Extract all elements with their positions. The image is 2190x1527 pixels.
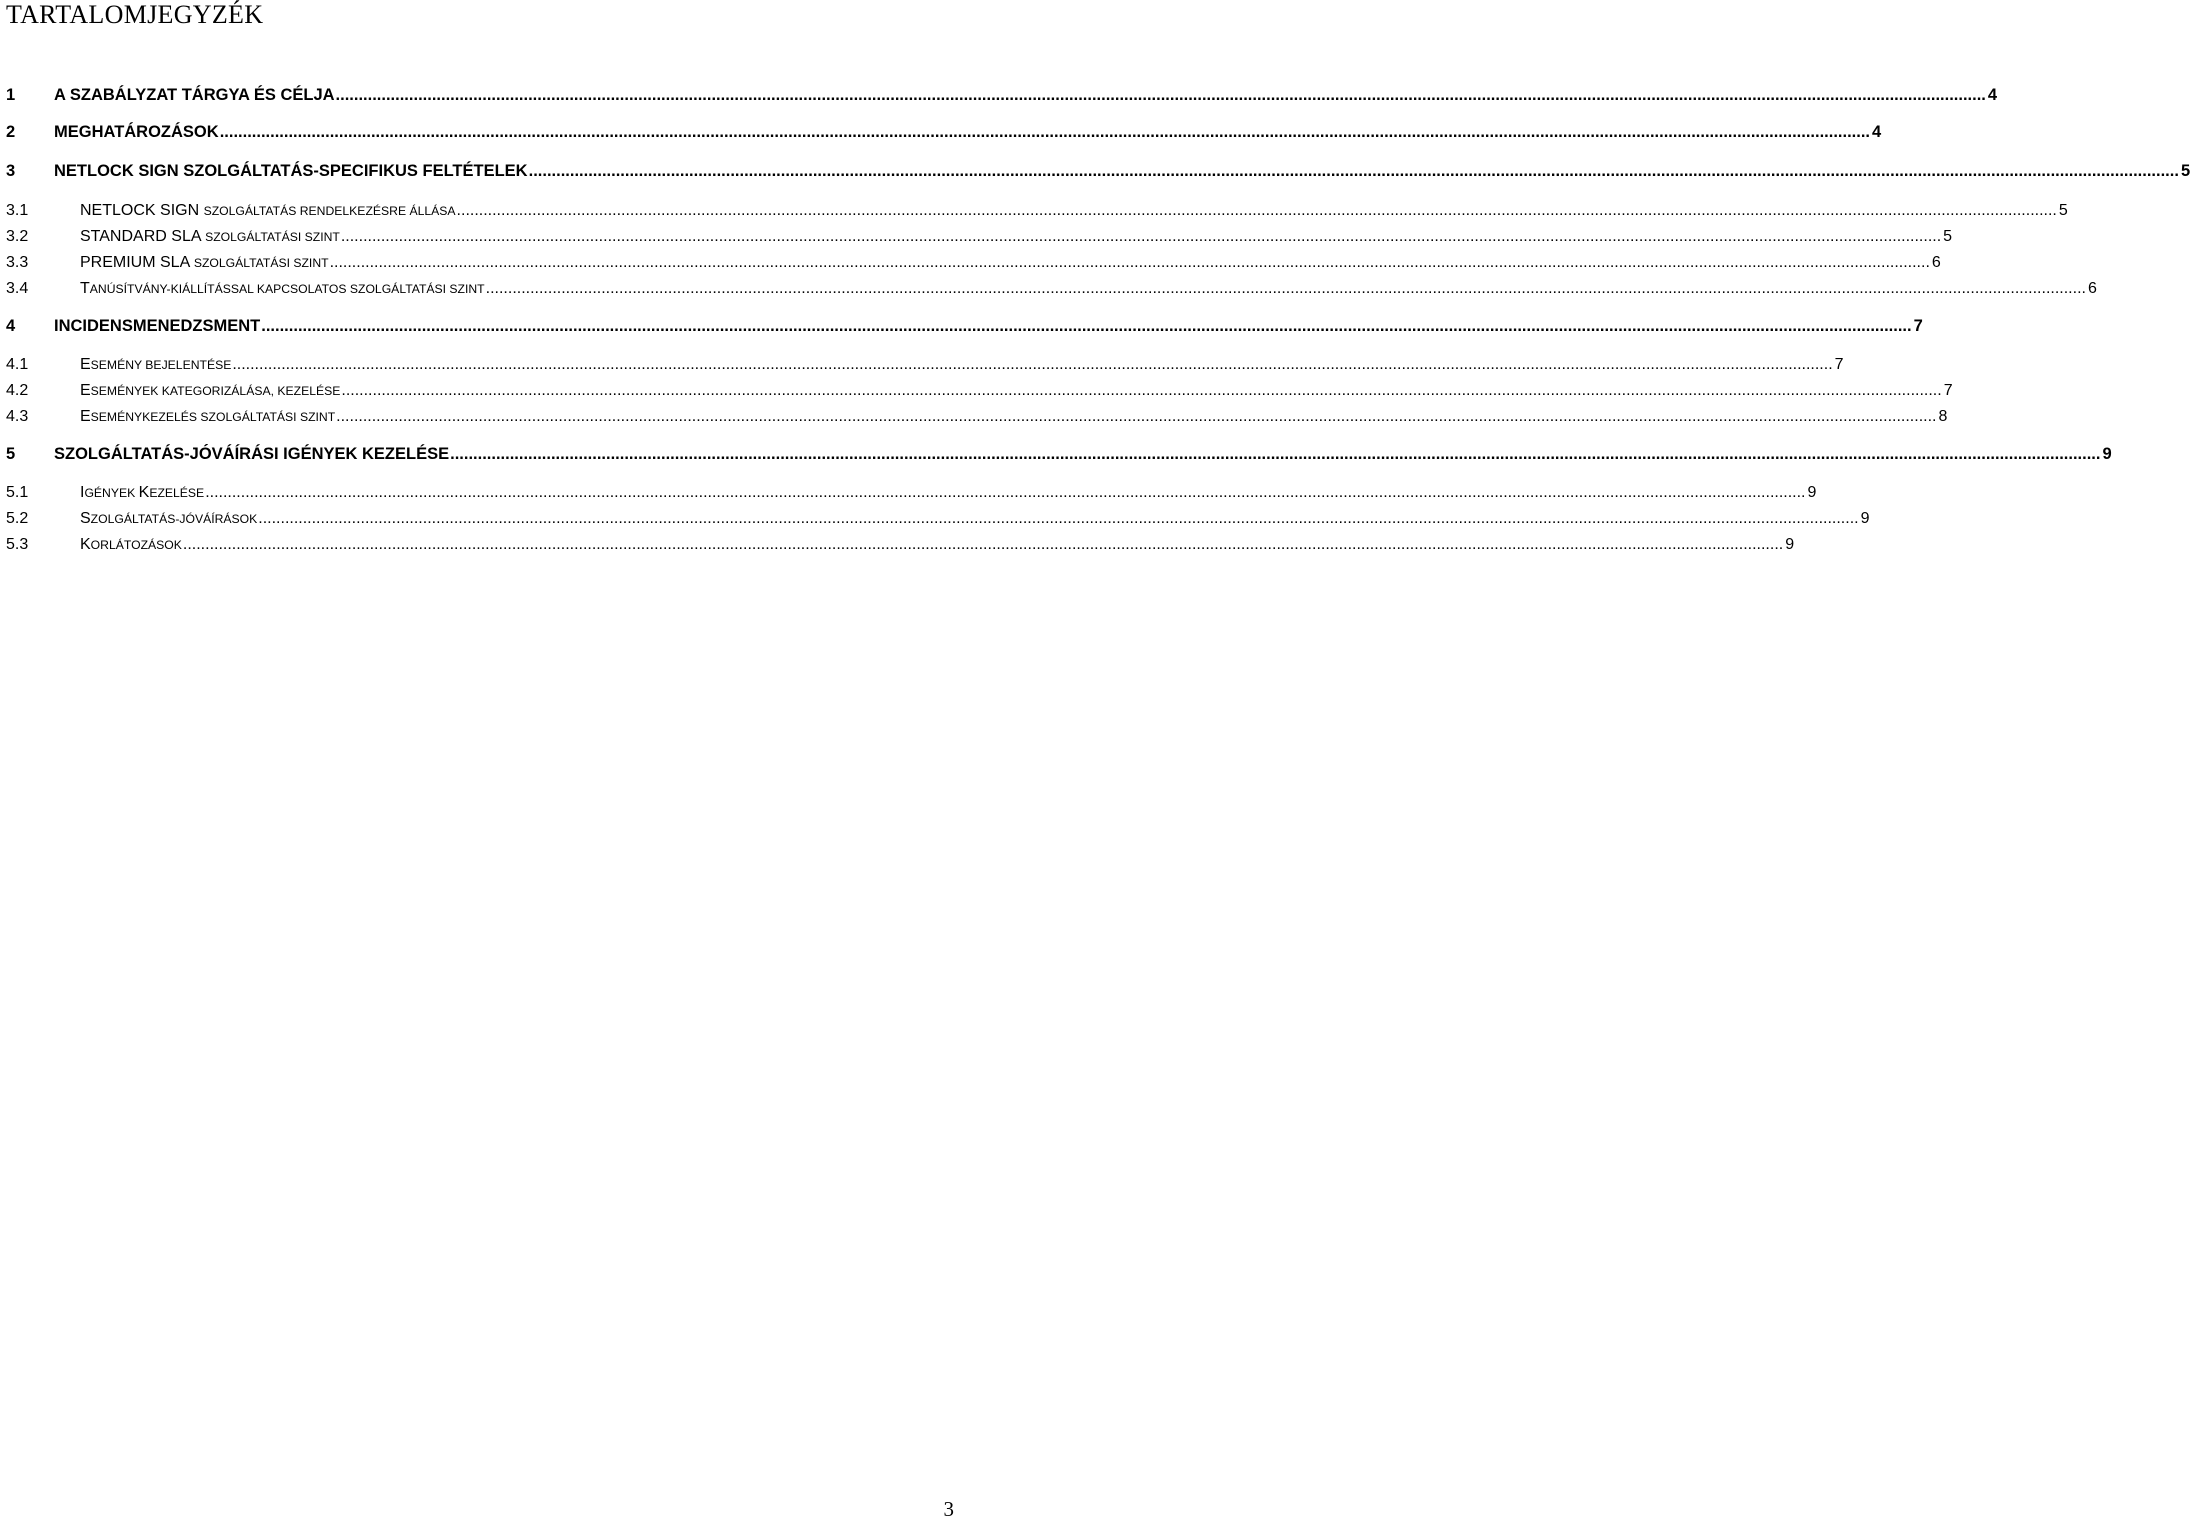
toc-entry-page: 9: [2102, 445, 2112, 463]
toc-entry-title: SZOLGÁLTATÁS-JÓVÁÍRÁSI IGÉNYEK KEZELÉSE: [54, 445, 450, 463]
toc-entry-page: 5: [1943, 228, 1953, 245]
toc-entry-title: A SZABÁLYZAT TÁRGYA ÉS CÉLJA: [54, 86, 335, 104]
toc-entry-number: 3: [6, 162, 16, 180]
toc-entry-number: 3.3: [6, 254, 29, 271]
toc-entry-page: 4: [1987, 86, 1998, 104]
toc-entry-title: [80, 280, 485, 298]
toc-entry-title-part: SZOLGÁLTATÁSI SZINT: [193, 256, 329, 270]
toc-leader-dots: [258, 510, 1858, 528]
toc-entry-title: [80, 408, 335, 426]
toc-entry-4-3[interactable]: [6, 408, 1948, 426]
toc-entry-3-3[interactable]: [6, 254, 1941, 272]
toc-leader-dots: [330, 254, 1930, 272]
page-number: 3: [943, 1497, 954, 1521]
toc-entry-title-part: K: [138, 484, 150, 501]
toc-title: TARTALOMJEGYZÉK: [6, 0, 264, 29]
toc-entry-title: [80, 536, 182, 554]
toc-entry-title-part: E: [80, 408, 91, 425]
toc-entry-5-2[interactable]: [6, 510, 1870, 528]
toc-entry-page: 6: [1931, 254, 1941, 271]
toc-entry-number: 2: [6, 123, 16, 141]
toc-leader-dots: [336, 408, 1936, 426]
toc-entry-title-part: SEMÉNYEK KATEGORIZÁLÁSA, KEZELÉSE: [90, 384, 341, 398]
toc-leader-dots: [261, 317, 1911, 336]
toc-entry-page: 9: [1860, 510, 1870, 527]
toc-leader-dots: [341, 382, 1941, 400]
toc-entry-number: 5.3: [6, 536, 29, 553]
toc-entry-title-part: SEMÉNY BEJELENTÉSE: [90, 358, 232, 372]
toc-entry-title-part: SZOLGÁLTATÁS RENDELKEZÉSRE ÁLLÁSA: [203, 204, 456, 218]
toc-entry-title-part: SEMÉNYKEZELÉS SZOLGÁLTATÁSI SZINT: [90, 410, 336, 424]
toc-entry-number: 3.1: [6, 202, 29, 219]
toc-entry-4-1[interactable]: [6, 356, 1844, 374]
toc-entry-title: INCIDENSMENEDZSMENT: [54, 317, 261, 335]
toc-entry-title-part: T: [80, 280, 90, 297]
toc-entry-title-part: I: [80, 484, 85, 501]
toc-leader-dots: [529, 162, 2179, 181]
toc-entry-title-part: E: [80, 382, 91, 399]
toc-entry-title-part: SZOLGÁLTATÁSI SZINT: [205, 230, 340, 244]
toc-entry-title: NETLOCK SIGN SZOLGÁLTATÁS-SPECIFIKUS FELTÉTELEK: [54, 162, 528, 180]
toc-leader-dots: [336, 86, 1986, 105]
toc-entry-3-1[interactable]: [6, 202, 2068, 220]
toc-entry-title: [80, 202, 456, 220]
toc-entry-title-part: E: [80, 356, 91, 373]
toc-entry-5[interactable]: [6, 445, 2112, 464]
toc-entry-number: 1: [6, 86, 16, 104]
toc-entry-title-part: STANDARD SLA: [80, 228, 206, 245]
toc-entry-3-2[interactable]: [6, 228, 1953, 246]
toc-entry-number: 4: [6, 317, 16, 335]
toc-entry-1[interactable]: [6, 86, 1998, 105]
toc-entry-title-part: ZOLGÁLTATÁS-JÓVÁÍRÁSOK: [90, 512, 258, 526]
toc-entry-number: 3.4: [6, 280, 29, 297]
toc-entry-title: [80, 254, 329, 272]
toc-entry-title: MEGHATÁROZÁSOK: [54, 123, 219, 141]
toc-entry-4[interactable]: [6, 317, 1923, 336]
toc-entry-number: 4.2: [6, 382, 29, 399]
toc-entry-title-part: ORLÁTOZÁSOK: [90, 538, 182, 552]
toc-leader-dots: [341, 228, 1941, 246]
toc-entry-number: 5.1: [6, 484, 29, 501]
toc-entry-page: 7: [1943, 382, 1953, 399]
toc-entry-title-part: S: [80, 510, 91, 527]
toc-entry-title: [80, 484, 204, 502]
toc-leader-dots: [232, 356, 1832, 374]
toc-leader-dots: [457, 202, 2057, 220]
toc-entry-title-part: K: [80, 536, 91, 553]
toc-entry-title: [80, 382, 340, 400]
toc-leader-dots: [220, 123, 1870, 142]
toc-entry-4-2[interactable]: [6, 382, 1953, 400]
toc-entry-page: 7: [1834, 356, 1844, 373]
toc-entry-title: [80, 228, 340, 246]
toc-entry-title: [80, 356, 231, 374]
toc-entry-number: 4.3: [6, 408, 29, 425]
toc-entry-number: 5: [6, 445, 16, 463]
toc-entry-number: 3.2: [6, 228, 29, 245]
toc-entry-page: 7: [1913, 317, 1923, 335]
toc-leader-dots: [450, 445, 2100, 464]
toc-entry-page: 5: [2058, 202, 2068, 219]
toc-entry-number: 4.1: [6, 356, 29, 373]
toc-entry-page: 6: [2087, 280, 2097, 297]
toc-entry-title-part: ANÚSÍTVÁNY-KIÁLLÍTÁSSAL KAPCSOLATOS SZOLGÁLTATÁSI SZINT: [89, 282, 485, 296]
toc-entry-title-part: GÉNYEK: [84, 486, 139, 500]
toc-entry-2[interactable]: [6, 123, 1882, 142]
toc-leader-dots: [486, 280, 2086, 298]
toc-entry-3-4[interactable]: [6, 280, 2097, 298]
toc-entry-title-part: NETLOCK SIGN: [80, 202, 204, 219]
toc-entry-page: 4: [1872, 123, 1882, 141]
toc-entry-5-3[interactable]: [6, 536, 1795, 554]
toc-leader-dots: [205, 484, 1805, 502]
toc-entry-title-part: EZELÉSE: [149, 486, 205, 500]
toc-entry-3[interactable]: [6, 162, 2190, 181]
toc-entry-page: 9: [1785, 536, 1795, 553]
toc-entry-page: 9: [1807, 484, 1817, 501]
toc-entry-title-part: PREMIUM SLA: [80, 254, 194, 271]
toc-entry-number: 5.2: [6, 510, 29, 527]
toc-entry-page: 5: [2180, 162, 2190, 180]
toc-entry-title: [80, 510, 257, 528]
toc-leader-dots: [183, 536, 1783, 554]
toc-entry-page: 8: [1938, 408, 1948, 425]
toc-entry-5-1[interactable]: [6, 484, 1817, 502]
